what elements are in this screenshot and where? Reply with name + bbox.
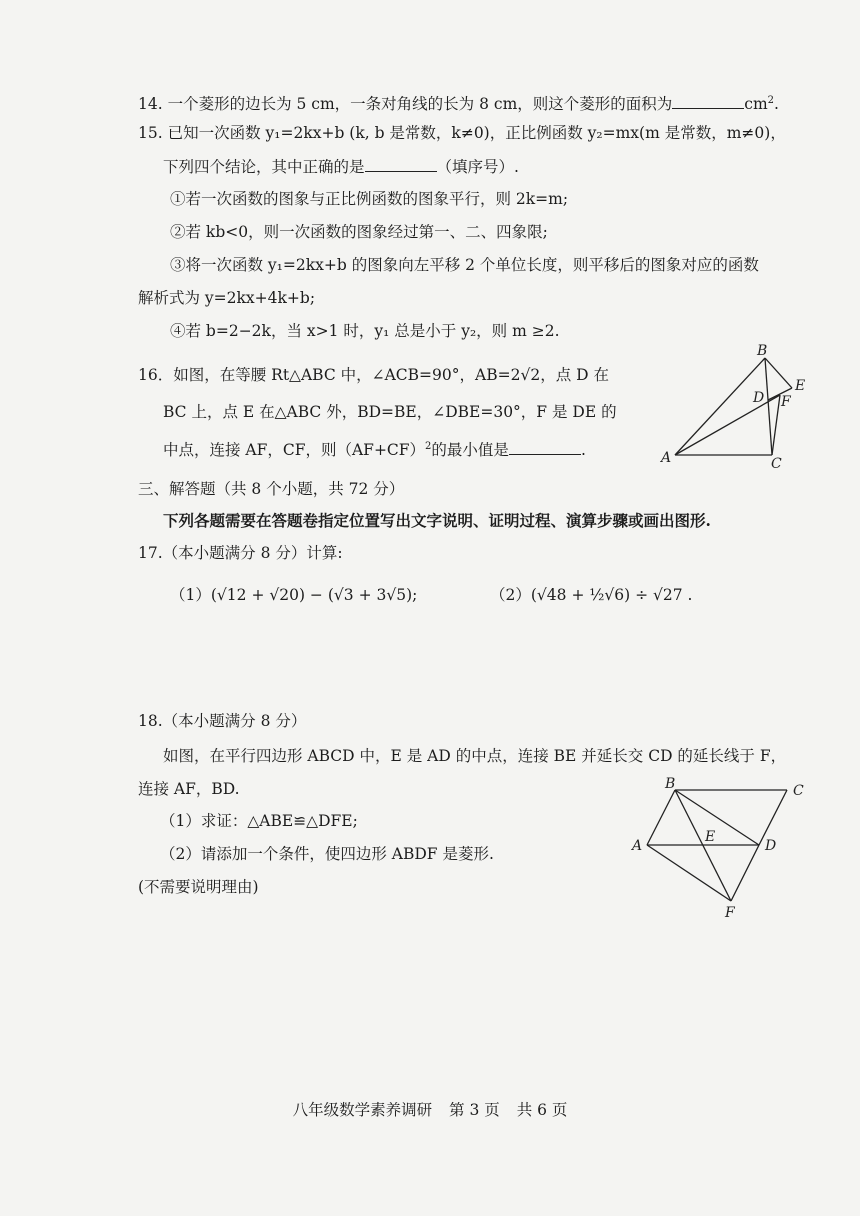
q16-answer-blank[interactable] — [509, 438, 581, 455]
section-3-title: 三、解答题（共 8 个小题，共 72 分） — [138, 480, 405, 498]
q16-line3 — [163, 436, 586, 461]
q18-part-1: （1）求证：△ABE≌△DFE; — [160, 812, 358, 830]
segment-cd — [759, 790, 787, 845]
q17-title: 17.（本小题满分 8 分）计算: — [138, 544, 343, 562]
segment-af — [675, 395, 780, 455]
segment-ab — [675, 358, 765, 455]
q16-line2: BC 上，点 E 在△ABC 外，BD=BE，∠DBE=30°，F 是 DE 的 — [163, 403, 617, 421]
q18-label-c: C — [793, 783, 804, 799]
segment-bd — [675, 790, 759, 845]
question-14 — [138, 90, 779, 115]
q16-label-e: E — [795, 378, 806, 394]
segment-fc — [772, 395, 780, 455]
q15-choice-3-cont: 解析式为 y=2kx+4k+b; — [138, 289, 316, 307]
segment-af — [647, 845, 731, 901]
q18-note: (不需要说明理由) — [138, 878, 259, 896]
q17-p1-expr: (√12 + √20) − (√3 + 3√5); — [210, 586, 418, 604]
q16-end: . — [580, 441, 586, 460]
q16-triangle-figure — [655, 340, 815, 475]
q17-p2-label: （2） — [490, 586, 531, 604]
q17-part-2 — [490, 584, 692, 606]
q16-exponent: 2 — [425, 441, 432, 452]
q18-parallelogram-figure — [625, 775, 825, 925]
q18-label-d: D — [765, 838, 777, 854]
q18-label-e: E — [705, 829, 716, 845]
q16-label-a: A — [661, 450, 672, 466]
q15-line2 — [163, 155, 519, 178]
segment-ab — [647, 790, 675, 845]
q16-label-b: B — [757, 343, 768, 359]
q16-text-b: 的最小值是 — [431, 441, 509, 460]
q15-line1: 15. 已知一次函数 y₁=2kx+b (k, b 是常数，k≠0)，正比例函数 y₂=mx(m 是常数，m≠0)， — [138, 124, 786, 142]
q15-choice-1: ①若一次函数的图象与正比例函数的图象平行，则 2k=m; — [170, 190, 569, 208]
q14-unit-exponent: 2 — [767, 95, 775, 106]
q18-line2: 连接 AF，BD. — [138, 780, 240, 798]
q17-part-1 — [170, 584, 417, 606]
q16-text: 中点，连接 AF，CF，则（AF+CF） — [163, 441, 426, 460]
q14-answer-blank[interactable] — [672, 92, 744, 109]
q14-end: . — [774, 95, 779, 114]
q15-choice-4: ④若 b=2−2k，当 x>1 时，y₁ 总是小于 y₂，则 m ≥2. — [170, 322, 560, 340]
q18-label-b: B — [665, 776, 676, 792]
q17-p2-expr: (√48 + ½√6) ÷ √27 . — [530, 586, 693, 604]
q18-part-2: （2）请添加一个条件，使四边形 ABDF 是菱形. — [160, 845, 494, 863]
q15-prompt: 下列四个结论，其中正确的是 — [163, 158, 365, 176]
segment-df — [731, 845, 759, 901]
q16-label-d: D — [753, 390, 765, 406]
q16-label-f: F — [781, 394, 791, 410]
segment-be — [765, 358, 792, 388]
footer-page: 第 3 页 — [449, 1101, 500, 1119]
q15-answer-blank[interactable] — [365, 155, 437, 172]
q15-prompt-end: （填序号）. — [436, 158, 519, 176]
q16-label-c: C — [771, 456, 782, 472]
q18-line1: 如图，在平行四边形 ABCD 中，E 是 AD 的中点，连接 BE 并延长交 CD 的延长线于 F， — [163, 747, 787, 765]
q14-text: 14. 一个菱形的边长为 5 cm，一条对角线的长为 8 cm，则这个菱形的面积为 — [138, 95, 673, 114]
q18-title: 18.（本小题满分 8 分） — [138, 712, 307, 730]
q17-p1-label: （1） — [170, 586, 211, 604]
section-3-instruction: 下列各题需要在答题卷指定位置写出文字说明、证明过程、演算步骤或画出图形. — [163, 511, 711, 530]
q14-unit: cm — [744, 95, 768, 114]
page-footer — [0, 1098, 860, 1120]
q18-label-f: F — [725, 905, 735, 921]
footer-total: 共 6 页 — [516, 1101, 568, 1119]
segment-cb — [765, 358, 772, 455]
q16-line1: 16．如图，在等腰 Rt△ABC 中，∠ACB=90°，AB=2√2，点 D 在 — [138, 366, 609, 384]
footer-title: 八年级数学素养调研 — [292, 1101, 433, 1119]
q15-choice-2: ②若 kb<0，则一次函数的图象经过第一、二、四象限; — [170, 223, 548, 241]
q18-label-a: A — [632, 838, 643, 854]
q15-choice-3: ③将一次函数 y₁=2kx+b 的图象向左平移 2 个单位长度，则平移后的图象对应的函数 — [170, 256, 759, 274]
